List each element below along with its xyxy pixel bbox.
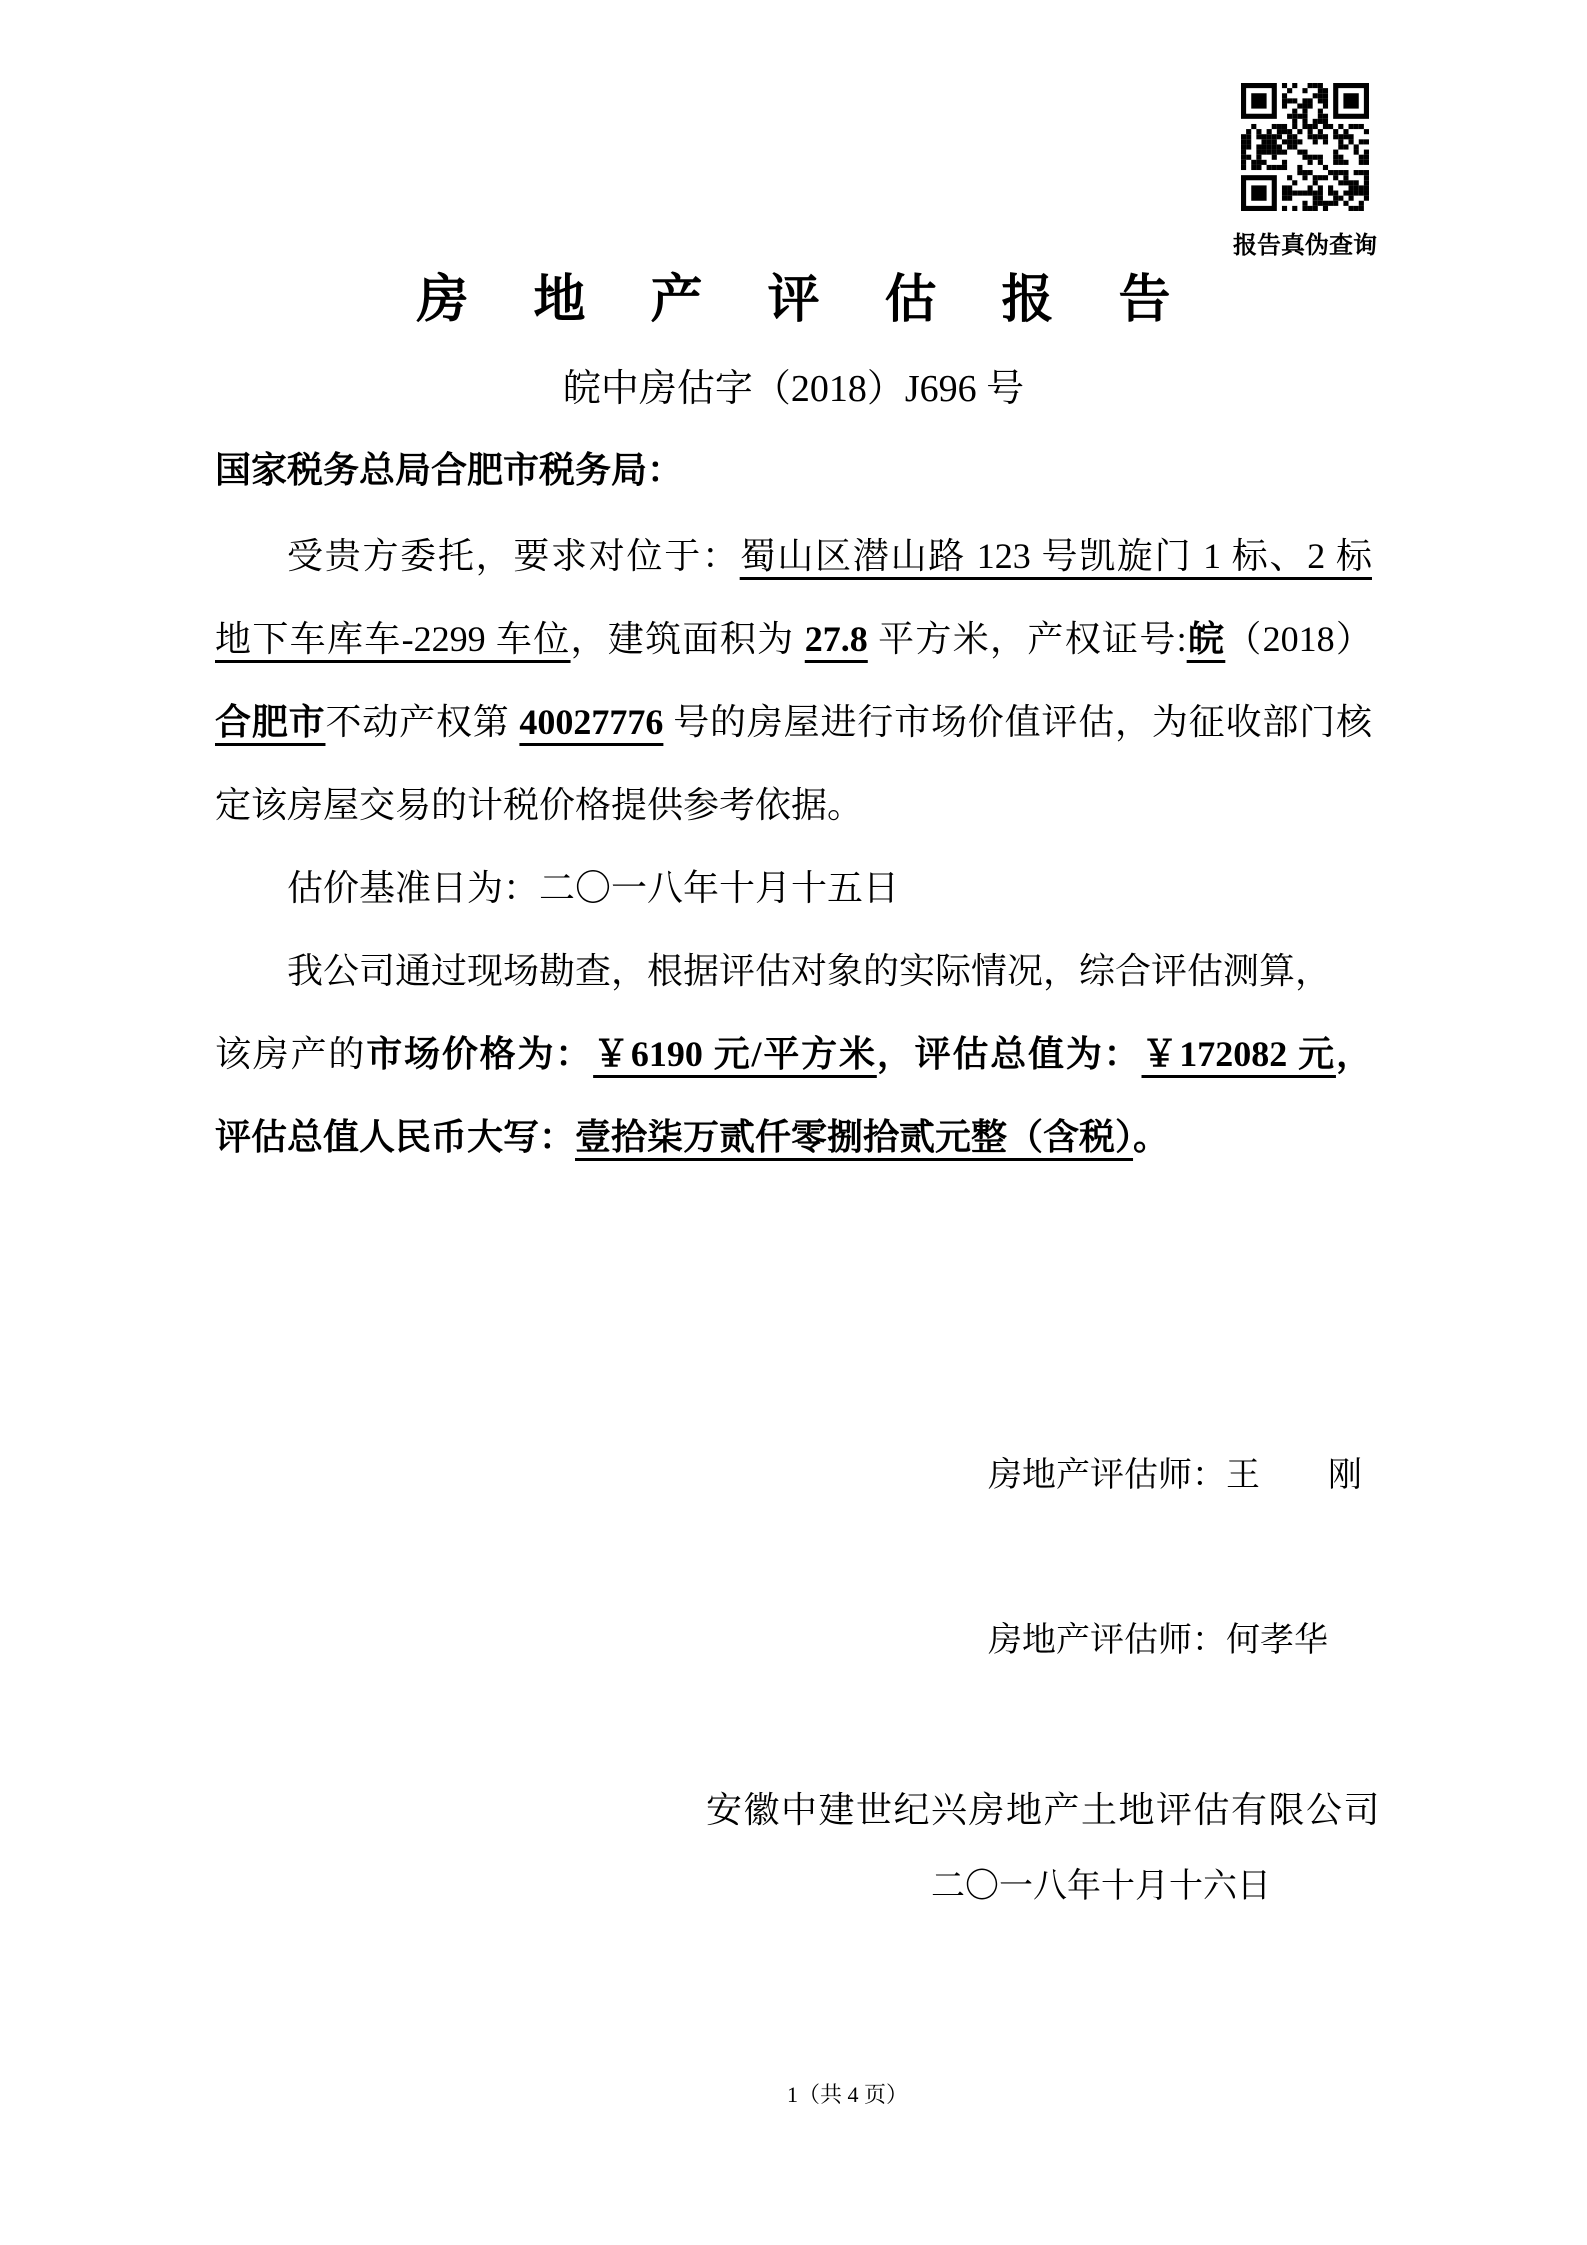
body-line-3 xyxy=(215,701,1372,744)
body-text: 号的房屋进行市场价值评估，为征收部门核 xyxy=(663,702,1372,742)
body-line-6: 我公司通过现场勘查，根据评估对象的实际情况，综合评估测算， xyxy=(287,951,1332,991)
body-line-8 xyxy=(215,1116,1372,1159)
body-line-4: 定该房屋交易的计税价格提供参考依据。 xyxy=(215,785,864,825)
total-value-in-words: 壹拾柒万贰仟零捌拾贰元整（含税） xyxy=(575,1117,1134,1157)
qr-caption: 报告真伪查询 xyxy=(1233,233,1377,259)
body-text: （2018） xyxy=(1225,619,1372,659)
body-line-1 xyxy=(215,535,1372,578)
certificate-province: 皖 xyxy=(1186,619,1226,659)
total-value: ￥172082 元 xyxy=(1141,1034,1336,1074)
body-text: 不动产权第 xyxy=(325,702,520,742)
unit-price-value: ￥6190 元/平方米 xyxy=(593,1034,877,1074)
qr-verification-block xyxy=(1232,83,1378,260)
issuer-company: 安徽中建世纪兴房地产土地评估有限公司 xyxy=(706,1790,1382,1830)
recipient-line: 国家税务总局合肥市税务局： xyxy=(215,450,684,490)
body-text: ，建筑面积为 xyxy=(570,619,805,659)
body-text-bold: 评估总值人民币大写： xyxy=(215,1117,576,1157)
body-line-7 xyxy=(215,1033,1372,1076)
appraiser-signature-2: 房地产评估师：何孝华 xyxy=(988,1622,1328,1659)
certificate-number: 40027776 xyxy=(519,702,664,742)
body-text: 平方米，产权证号: xyxy=(867,619,1187,659)
report-title: 房地产评估报告 xyxy=(416,272,1236,329)
body-text-bold: ， xyxy=(1335,1034,1372,1074)
valuation-date-line: 估价基准日为：二〇一八年十月十五日 xyxy=(287,868,900,908)
body-line-2 xyxy=(215,618,1372,661)
body-text: 受贵方委托，要求对位于： xyxy=(287,536,740,576)
parking-space-id: 地下车库车-2299 车位 xyxy=(215,619,571,659)
body-text-bold: ，评估总值为： xyxy=(876,1034,1142,1074)
floor-area-value: 27.8 xyxy=(804,619,868,659)
certificate-city: 合肥市 xyxy=(215,702,326,742)
body-text: 该房产的 xyxy=(215,1034,367,1074)
appraiser-signature-1: 房地产评估师：王 刚 xyxy=(988,1457,1362,1494)
issue-date: 二〇一八年十月十六日 xyxy=(931,1868,1271,1905)
body-text-bold: 市场价格为： xyxy=(366,1034,594,1074)
qr-code-icon xyxy=(1241,83,1369,211)
body-text-bold: 。 xyxy=(1133,1117,1170,1157)
property-address: 蜀山区潜山路 123 号凯旋门 1 标、2 标 xyxy=(739,536,1372,576)
doc-number: 皖中房估字（2018）J696 号 xyxy=(562,368,1025,410)
page-number: 1（共 4 页） xyxy=(787,2082,909,2107)
